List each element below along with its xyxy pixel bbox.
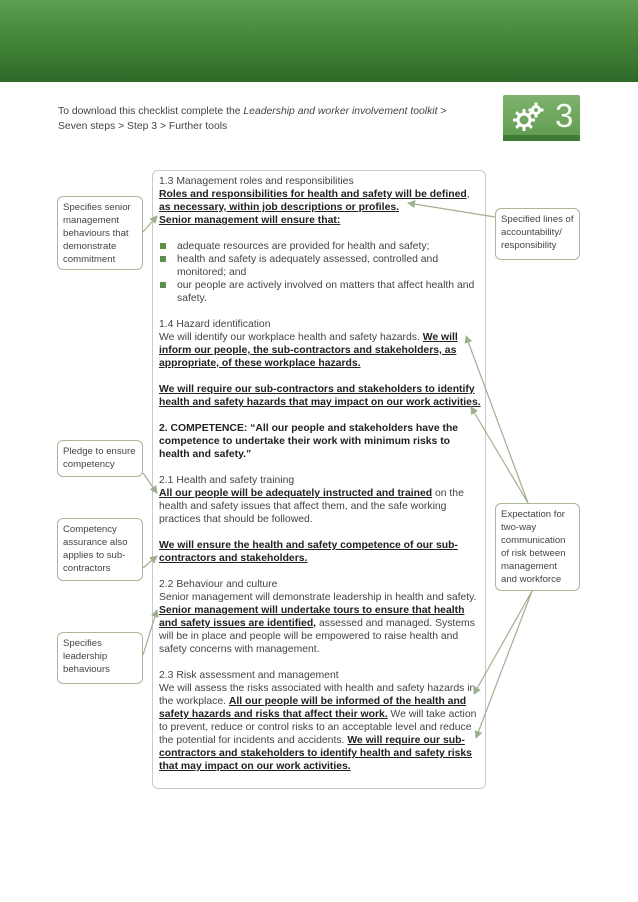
section-heading: 2.3 Risk assessment and management xyxy=(159,670,339,681)
breadcrumb[interactable]: Seven steps > Step 3 > Further tools xyxy=(58,121,228,132)
section-heading: 2.1 Health and safety training xyxy=(159,475,295,486)
arrow-subcontractors xyxy=(143,556,157,568)
intro-text: To download this checklist complete the xyxy=(58,106,244,117)
plain-text: We will identify our workplace health and safety hazards. xyxy=(159,332,423,343)
arrow-comm-4 xyxy=(476,591,532,738)
section-heading: 1.4 Hazard identification xyxy=(159,319,271,330)
section-heading: 1.3 Management roles and responsibilities xyxy=(159,176,354,187)
list-item-text: adequate resources are provided for health and safety; xyxy=(177,241,430,252)
highlight-text: All our people will be adequately instructed and trained xyxy=(159,488,433,499)
arrow-comm-2 xyxy=(471,407,528,503)
arrow-leadership xyxy=(143,610,157,655)
arrow-senior xyxy=(143,216,157,232)
arrow-pledge xyxy=(143,473,157,493)
callout-text: Pledge to ensure competency xyxy=(63,446,136,470)
plain-text: We will assess the risks associated with health and safety hazards in the workplace. xyxy=(159,683,476,707)
callout-text: Specified lines of accountability/ responsibility xyxy=(501,214,574,251)
punctuation: , xyxy=(466,189,470,200)
highlight-text: Senior management will ensure that: xyxy=(159,215,341,226)
callout-text: Competency assurance also applies to sub-contractors xyxy=(63,524,128,574)
highlight-text: Roles and responsibilities for health and safety will be defined xyxy=(159,189,467,200)
list-item-text: our people are actively involved on matters that affect health and safety. xyxy=(177,280,475,304)
plain-text: We will take action to prevent, reduce or control risks to an acceptable level and reduce the potential for incidents and accidents. xyxy=(159,709,477,746)
plain-text: on the health and safety issues that affect them, and the safe working practices that should be followed. xyxy=(159,488,464,525)
callout-text: Specifies leadership behaviours xyxy=(63,638,110,675)
plain-text: assessed and managed. Systems will be in place and people will be empowered to raise health and safety concerns with management. xyxy=(159,618,475,655)
step-number: 3 xyxy=(555,97,574,134)
highlight-text: We will ensure the health and safety competence of our sub-contractors and stakeholders. xyxy=(159,540,458,564)
arrow-comm-3 xyxy=(474,591,532,694)
plain-text: Senior management will demonstrate leadership in health and safety. xyxy=(159,592,477,603)
list-item-text: health and safety is adequately assessed, controlled and monitored; and xyxy=(177,254,439,278)
arrow-accountability xyxy=(408,203,495,217)
highlight-text: as necessary, within job descriptions or profiles. xyxy=(159,202,400,213)
highlight-text: We will require our sub-contractors and stakeholders to identify health and safety hazards that may impact on our work activities. xyxy=(159,384,481,408)
highlight-text: All our people will be informed of the health and safety hazards and risks that affect their work. xyxy=(159,696,467,720)
section-heading: 2.2 Behaviour and culture xyxy=(159,579,278,590)
competence-heading: 2. COMPETENCE: “All our people and stakeholders have the competence to undertake their work with minimum risks to health and safety.” xyxy=(159,423,459,460)
callout-text: Specifies senior management behaviours that demonstrate commitment xyxy=(63,202,131,265)
highlight-text: We will inform our people, the sub-contractors and stakeholders, as appropriate, of these workplace hazards. xyxy=(159,332,458,369)
arrow-comm-1 xyxy=(466,336,528,503)
intro-suffix: > xyxy=(437,106,447,117)
highlight-text: Senior management will undertake tours to ensure that health and safety issues are identified, xyxy=(159,605,465,629)
toolkit-link[interactable]: Leadership and worker involvement toolkit xyxy=(243,106,438,117)
highlight-text: We will require our sub-contractors and stakeholders to identify health and safety risks that may impact on our work activities. xyxy=(159,735,472,772)
callout-text: Expectation for two-way communication of risk between management and workforce xyxy=(501,509,566,585)
